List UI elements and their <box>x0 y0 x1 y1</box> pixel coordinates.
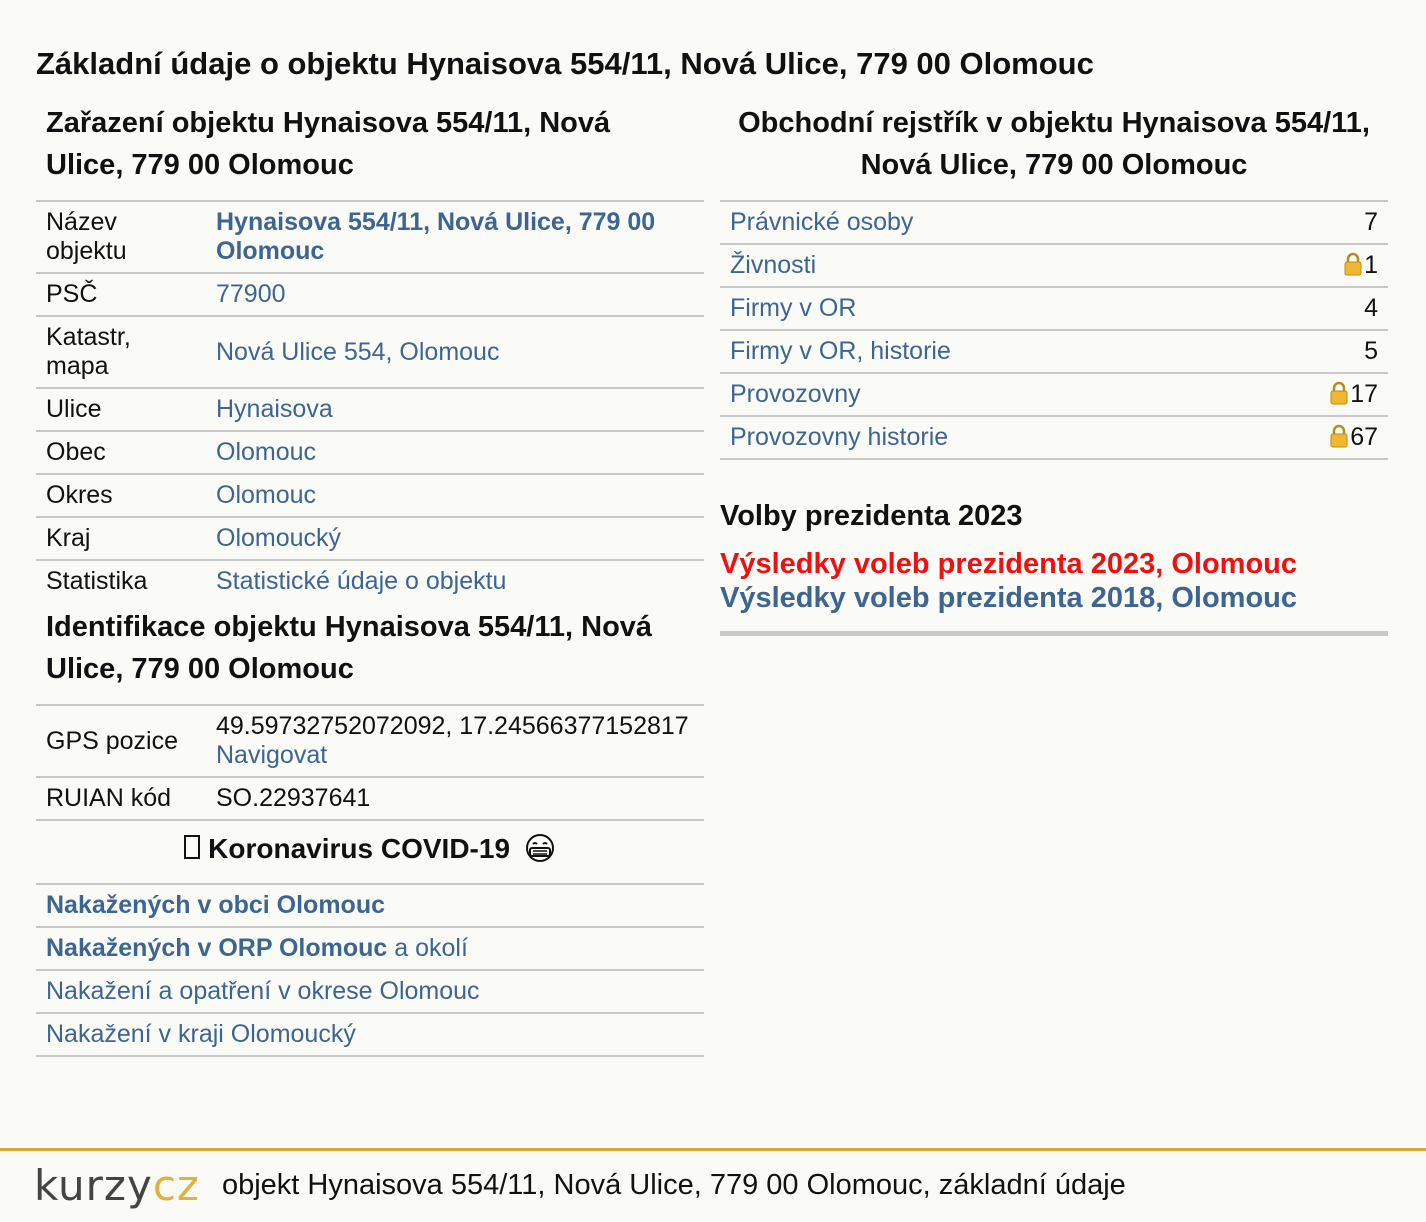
left-column <box>36 100 704 1057</box>
footer-text: objekt Hynaisova 554/11, Nová Ulice, 779 00 Olomouc, základní údaje <box>221 1168 1126 1201</box>
identifikace-table <box>36 704 704 821</box>
row-label: Název objektu <box>36 201 206 273</box>
pravnicke-osoby-link[interactable]: Právnické osoby <box>730 208 914 236</box>
volby-2023-link[interactable]: Výsledky voleb prezidenta 2023, Olomouc <box>720 548 1297 580</box>
rejstrik-table <box>720 200 1388 460</box>
table-row <box>36 884 704 927</box>
table-row <box>36 431 704 474</box>
table-row <box>36 517 704 560</box>
logo-text-cz: cz <box>152 1160 200 1210</box>
provozovny-link[interactable]: Provozovny <box>730 380 861 408</box>
row-label: Statistika <box>36 560 206 602</box>
zarazeni-table <box>36 200 704 602</box>
volby-section <box>720 500 1388 636</box>
table-row <box>36 777 704 820</box>
object-name-link[interactable]: Hynaisova 554/11, Nová Ulice, 779 00 Olomouc <box>216 208 656 265</box>
ruian-value: SO.22937641 <box>206 777 704 820</box>
firmy-or-historie-link[interactable]: Firmy v OR, historie <box>730 337 951 365</box>
table-row <box>36 705 704 777</box>
table-row <box>36 970 704 1013</box>
covid-heading <box>36 821 704 883</box>
firmy-or-link[interactable]: Firmy v OR <box>730 294 857 322</box>
table-row <box>36 474 704 517</box>
psc-link[interactable]: 77900 <box>216 280 286 308</box>
table-row <box>36 316 704 388</box>
navigate-link[interactable]: Navigovat <box>216 741 328 769</box>
table-row <box>720 373 1388 416</box>
ruian-label: RUIAN kód <box>36 777 206 820</box>
table-row <box>36 1013 704 1056</box>
gps-label: GPS pozice <box>36 705 206 777</box>
right-column <box>720 100 1388 636</box>
table-row <box>36 273 704 316</box>
row-label: Ulice <box>36 388 206 431</box>
row-label: Katastr, mapa <box>36 316 206 388</box>
covid-table <box>36 883 704 1057</box>
table-row <box>720 287 1388 330</box>
lock-icon <box>1344 252 1362 276</box>
statistika-link[interactable]: Statistické údaje o objektu <box>216 567 507 595</box>
row-label: Obec <box>36 431 206 474</box>
face-mask-icon <box>524 833 556 863</box>
covid-heading-text: Koronavirus COVID-19 <box>208 833 511 864</box>
count-value: 4 <box>1241 287 1388 330</box>
table-row <box>720 244 1388 287</box>
count-value: 67 <box>1350 423 1378 451</box>
provozovny-historie-link[interactable]: Provozovny historie <box>730 423 949 451</box>
kraj-link[interactable]: Olomoucký <box>216 524 342 552</box>
missing-glyph-icon <box>184 835 200 859</box>
covid-orp-okoli-link[interactable]: a okolí <box>387 934 468 962</box>
row-label: Kraj <box>36 517 206 560</box>
table-row <box>720 201 1388 244</box>
count-value: 1 <box>1364 251 1378 279</box>
identifikace-heading: Identifikace objektu Hynaisova 554/11, Nová Ulice, 779 00 Olomouc <box>46 611 653 685</box>
page-title: Základní údaje o objektu Hynaisova 554/11, Nová Ulice, 779 00 Olomouc <box>36 46 1094 81</box>
table-row <box>720 416 1388 459</box>
volby-2018-link[interactable]: Výsledky voleb prezidenta 2018, Olomouc <box>720 582 1297 614</box>
ulice-link[interactable]: Hynaisova <box>216 395 333 423</box>
gps-value: 49.59732752072092, 17.24566377152817 <box>216 712 689 740</box>
row-label: Okres <box>36 474 206 517</box>
lock-icon <box>1330 381 1348 405</box>
obec-link[interactable]: Olomouc <box>216 438 317 466</box>
rejstrik-heading: Obchodní rejstřík v objektu Hynaisova 554/11, Nová Ulice, 779 00 Olomouc <box>738 107 1370 181</box>
count-value: 17 <box>1350 380 1378 408</box>
section-divider <box>720 631 1388 636</box>
katastr-link[interactable]: Nová Ulice 554, Olomouc <box>216 337 500 366</box>
table-row <box>36 927 704 970</box>
lock-icon <box>1330 424 1348 448</box>
table-row <box>36 560 704 602</box>
count-value: 7 <box>1241 201 1388 244</box>
logo-text-kurzy: kurzy <box>34 1160 153 1210</box>
count-value: 5 <box>1241 330 1388 373</box>
footer-divider <box>0 1148 1426 1151</box>
covid-orp-link[interactable]: Nakažených v ORP Olomouc <box>46 934 388 962</box>
okres-link[interactable]: Olomouc <box>216 481 317 509</box>
covid-obec-link[interactable]: Nakažených v obci Olomouc <box>46 891 385 919</box>
zarazeni-heading: Zařazení objektu Hynaisova 554/11, Nová Ulice, 779 00 Olomouc <box>46 107 611 181</box>
footer <box>34 1160 1126 1210</box>
table-row <box>36 201 704 273</box>
zivnosti-link[interactable]: Živnosti <box>730 251 817 279</box>
covid-kraj-link[interactable]: Nakažení v kraji Olomoucký <box>46 1020 356 1048</box>
kurzy-logo[interactable] <box>34 1161 200 1210</box>
row-label: PSČ <box>36 273 206 316</box>
table-row <box>36 388 704 431</box>
table-row <box>720 330 1388 373</box>
volby-heading: Volby prezidenta 2023 <box>720 500 1023 532</box>
covid-okres-link[interactable]: Nakažení a opatření v okrese Olomouc <box>46 977 480 1005</box>
